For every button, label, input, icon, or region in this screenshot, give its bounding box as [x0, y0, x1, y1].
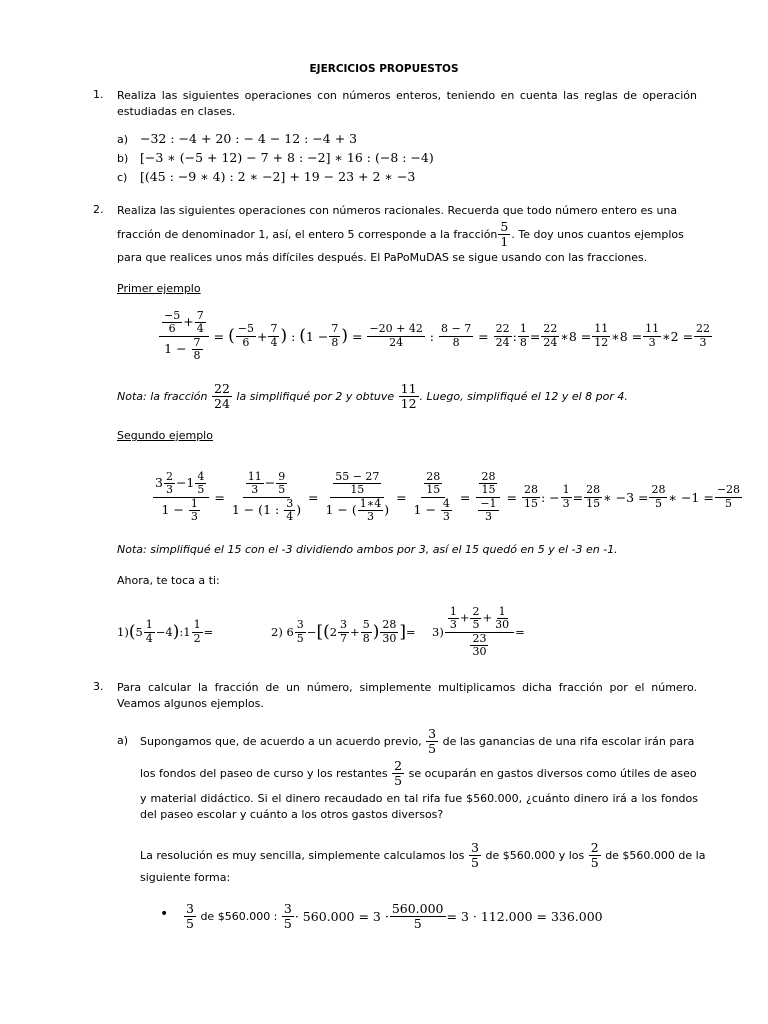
- fraction-numerator: 22: [214, 380, 230, 396]
- exercise-2-text-line2a: fracción de denominador 1, así, el entero 5 corresponde a la fracción: [117, 227, 498, 241]
- exercise-1b-expression: [−3 ∗ (−5 + 12) − 7 + 8 : −2] ∗ 16 : (−8 : −4): [140, 150, 434, 165]
- exercise-3a-line2: los fondos del paseo de curso y los restantes 2 5 se ocuparán en gastos diversos como útiles de aseo: [140, 757, 697, 788]
- note-1-text-b: la simplifiqué por 2 y obtuve: [236, 389, 395, 403]
- fraction-five-over-one: [498, 220, 510, 249]
- bullet-result: = 3 · 112.000 = 336.000: [446, 908, 603, 924]
- task-3: 3) $\frac{1}{3}$ + $\frac{2}{5}$ + $\frac{1}{30}$ $\frac{23}{30}$ =: [432, 605, 525, 658]
- note-1-text-a: Nota: la fracción: [117, 389, 208, 403]
- first-example-note: [117, 380, 628, 412]
- fraction-denominator: 24: [214, 395, 230, 411]
- exercise-3a-line1: Supongamos que, de acuerdo a un acuerdo previo, 3 5 de las ganancias de una rifa escolar irán para: [140, 725, 695, 756]
- resolution-text-c: de $560.000 de la: [605, 848, 706, 862]
- complex-fraction-2: 3 $\frac{2}{3}$ −1 $\frac{4}{5}$ 1 − $\frac{1}{3}$: [153, 471, 209, 522]
- note-fraction-11-12: [399, 382, 419, 411]
- your-turn-text: Ahora, te toca a ti:: [117, 574, 220, 587]
- second-example-equation: 3 $\frac{2}{3}$ −1 $\frac{4}{5}$ 1 − $\frac{1}{3}$ = $\frac{11}{3}$ − $\frac{9}{5}$ 1 − (1 : $\frac{3}{4}$ ) = $\frac{55 - 27}{15}$ 1 − ( $\frac{1∗4}{3}$ ) = $\frac{28}{15}$ 1 − $\frac{4}{3}$ = $\frac{\frac{28}{15}}{\frac{-1}{3}}$ = $\frac{28}{15}$ : − 1 3 = 28 15 ∗ −3 = 28 5 ∗ −1 = −28 5: [155, 470, 741, 523]
- resolution-line2: siguiente forma:: [140, 871, 231, 884]
- exercise-1c-label: c): [117, 171, 128, 184]
- resolution-text-a: La resolución es muy sencilla, simplemente calculamos los: [140, 848, 465, 862]
- exercise-3a-text-a: Supongamos que, de acuerdo a un acuerdo previo,: [140, 734, 422, 748]
- resolution-text-b: de $560.000 y los: [485, 848, 585, 862]
- exercise-1-number: 1.: [93, 88, 104, 101]
- second-example-note: Nota: simplifiqué el 15 con el -3 dividiendo ambos por 3, así el 15 quedó en 5 y el -3 en -1.: [117, 543, 618, 556]
- exercise-1b-label: b): [117, 152, 129, 165]
- exercise-2-text-line1: Realiza las siguientes operaciones con números racionales. Recuerda que todo número entero es una: [117, 204, 678, 217]
- fraction-denominator: 1: [500, 233, 509, 249]
- note-fraction-22-24: [212, 382, 232, 411]
- exercise-1c-expression: [(45 : −9 ∗ 4) : 2 ∗ −2] + 19 − 23 + 2 ∗ −3: [140, 169, 416, 184]
- fraction-denominator: 12: [400, 395, 417, 411]
- fraction-numerator: 5: [500, 218, 509, 234]
- exercise-3a-text-d: se ocuparán en gastos diversos como útiles de aseo: [408, 766, 697, 780]
- page-title: EJERCICIOS PROPUESTOS: [309, 63, 459, 75]
- first-example-heading: Primer ejemplo: [117, 282, 201, 295]
- exercise-3a-label: a): [117, 734, 129, 747]
- exercise-3a-text-c: los fondos del paseo de curso y los restantes: [140, 766, 388, 780]
- exercise-3a-line3: y material didáctico. Si el dinero recaudado en tal rifa fue $560.000, ¿cuánto dinero irá a los fondos del paseo escolar y cuánto a los otros gastos diversos?: [140, 792, 698, 821]
- note-1-text-c: . Luego, simplifiqué el 12 y el 8 por 4.: [419, 389, 628, 403]
- exercise-2-number: 2.: [93, 203, 104, 216]
- second-example-heading: Segundo ejemplo: [117, 429, 213, 442]
- fraction-numerator: 11: [400, 380, 417, 396]
- task-1-label: 1): [117, 625, 129, 639]
- task-1: 1) ( 5 1 4 −4 ) :1 1 2 =: [117, 618, 214, 645]
- bullet-calculation: 3 5 de $560.000 : 3 5 · 560.000 = 3 · $\frac{560.000}{5}$ = 3 · 112.000 = 336.000: [186, 900, 603, 931]
- exercise-2-text-line2b: . Te doy unos cuantos ejemplos: [511, 227, 684, 241]
- exercise-3a-text-b: de las ganancias de una rifa escolar irán para: [442, 734, 695, 748]
- exercise-3-text: Para calcular la fracción de un número, simplemente multiplicamos dicha fracción por el número. Veamos algunos ejemplos.: [117, 681, 697, 710]
- resolution-line1: La resolución es muy sencilla, simplemente calculamos los 3 5 de $560.000 y los 2 5 de $560.000 de la: [140, 839, 706, 870]
- exercise-1-text: Realiza las siguientes operaciones con números enteros, teniendo en cuenta las reglas de operación estudiadas en clases.: [117, 89, 697, 118]
- exercise-3-number: 3.: [93, 680, 104, 693]
- task-2: 2) 6 3 5 − [ ( 2 3 7 + 5 8 ) 28 30 ] =: [271, 618, 416, 645]
- exercise-2-text-line3: para que realices unos más difíciles después. El PaPoMuDAS se sigue usando con las fracciones.: [117, 251, 648, 264]
- exercise-2-text-line2: [117, 219, 684, 249]
- exercise-1a-label: a): [117, 133, 129, 146]
- bullet-label: de $560.000 :: [200, 909, 278, 923]
- complex-fraction-1: $\frac{-5}{6}$ + $\frac{7}{4}$ 1 − $\frac{7}{8}$: [159, 310, 209, 361]
- bullet-icon: •: [160, 906, 169, 922]
- task-2-label: 2): [271, 625, 283, 639]
- first-example-equation: $\frac{-5}{6}$ + $\frac{7}{4}$ 1 − $\frac{7}{8}$ = ( −5 6 + 7 4 ) : ( 1 − 7 8 ) = $\frac{-20 + 42}{24}$ : $\frac{8 - 7}{8}$ = $\frac{22}{24}$ : 1 8 = 22 24 ∗8 = 11 12 ∗8 = 11 3 ∗2 = 22 3: [158, 304, 713, 368]
- exercise-1a-expression: −32 : −4 + 20 : − 4 − 12 : −4 + 3: [140, 131, 358, 146]
- task-3-label: 3): [432, 625, 444, 639]
